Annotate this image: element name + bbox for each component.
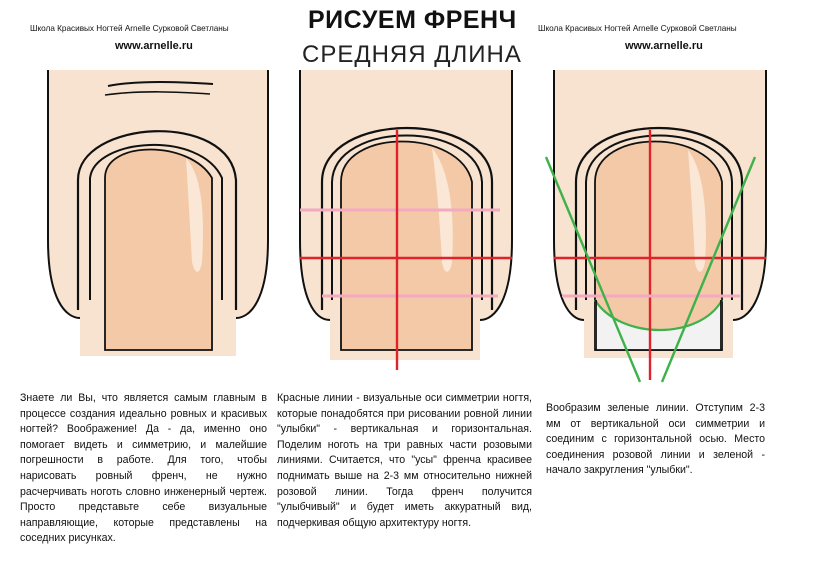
- finger-illustration: [48, 70, 268, 356]
- school-name-left: Школа Красивых Ногтей Arnelle Сурковой Светланы: [30, 24, 229, 33]
- website-right[interactable]: www.arnelle.ru: [625, 40, 703, 52]
- page-subtitle: СРЕДНЯЯ ДЛИНА: [302, 41, 522, 68]
- school-name-right: Школа Красивых Ногтей Arnelle Сурковой Светланы: [538, 24, 737, 33]
- website-left[interactable]: www.arnelle.ru: [115, 40, 193, 52]
- page-title: РИСУЕМ ФРЕНЧ: [308, 6, 517, 34]
- paragraph-intro: Знаете ли Вы, что является самым главным в процессе создания идеально ровных и красивых ногтей? Воображение! Да - да, именно оно помогает видеть и симметрию, и малейшие погрешности в работе. Для того, чтобы нарисовать ровный френч, не нужно расчерчивать ноготь словно инженерный чертеж. Просто представьте себе визуальные направляющие, которые представлены на соседних рисунках.: [20, 392, 267, 545]
- finger-illustration: [300, 70, 512, 370]
- paragraph-green-lines: Вообразим зеленые линии. Отступим 2-3 мм от вертикальной оси симметрии и соединим с горизонтальной осью. Место соединения розовой линии и зеленой - начало закругления "улыбки".: [546, 402, 765, 477]
- finger-illustration: [546, 70, 766, 382]
- paragraph-red-lines: Красные линии - визуальные оси симметрии ногтя, которые понадобятся при рисовании ровной линии "улыбки" - вертикальная и горизонтальная. Поделим ноготь на три равных части розовыми линиями. Считается, что "усы" френча красивее поднимать выше на 2-3 мм относительно нижней розовой линии. Тогда френч получится "улыбчивый" и будет иметь аккуратный вид, подчеркивая общую архитектуру ногтя.: [277, 392, 532, 529]
